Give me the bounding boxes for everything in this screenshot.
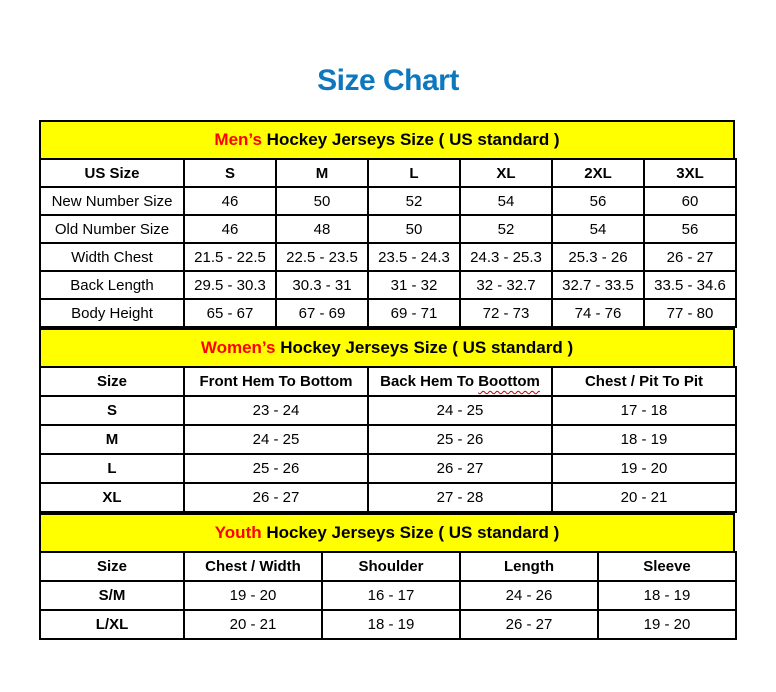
table-cell: 69 - 71 [368,299,460,327]
table-cell: 54 [552,215,644,243]
row-label: L/XL [40,610,184,639]
column-header: Size [40,367,184,396]
row-label: Old Number Size [40,215,184,243]
column-header: Chest / Width [184,552,322,581]
womens-header-row [40,367,736,396]
row-label: Body Height [40,299,184,327]
column-header: Size [40,552,184,581]
table-row [40,187,736,215]
youth-header-row [40,552,736,581]
column-header: Length [460,552,598,581]
table-cell: 67 - 69 [276,299,368,327]
row-label: XL [40,483,184,512]
table-cell: 18 - 19 [322,610,460,639]
table-cell: 18 - 19 [598,581,736,610]
table-cell: 32.7 - 33.5 [552,271,644,299]
table-cell: 24 - 26 [460,581,598,610]
table-cell: 20 - 21 [184,610,322,639]
table-cell: 25 - 26 [184,454,368,483]
table-cell: 24 - 25 [368,396,552,425]
table-row [40,425,736,454]
youth-section-title-text: Hockey Jerseys Size ( US standard ) [261,523,560,542]
column-header: Shoulder [322,552,460,581]
size-chart [39,120,735,640]
column-header: US Size [40,159,184,187]
table-row [40,483,736,512]
womens-size-table [39,366,737,513]
table-cell: 52 [460,215,552,243]
table-row [40,215,736,243]
table-cell: 26 - 27 [644,243,736,271]
mens-section-highlight: Men’s [214,130,262,149]
table-cell: 31 - 32 [368,271,460,299]
column-header-text: Back Hem To [380,373,479,390]
column-header: S [184,159,276,187]
table-cell: 29.5 - 30.3 [184,271,276,299]
row-label: S/M [40,581,184,610]
table-cell: 27 - 28 [368,483,552,512]
womens-section-highlight: Women’s [200,338,276,357]
row-label: New Number Size [40,187,184,215]
table-row [40,581,736,610]
row-label: Width Chest [40,243,184,271]
womens-section-title-text: Hockey Jerseys Size ( US standard ) [275,338,574,357]
table-cell: 56 [644,215,736,243]
column-header: 3XL [644,159,736,187]
youth-section-header [39,513,735,551]
table-row [40,396,736,425]
mens-size-table [39,158,737,328]
table-cell: 23.5 - 24.3 [368,243,460,271]
column-header: M [276,159,368,187]
table-cell: 50 [276,187,368,215]
table-cell: 65 - 67 [184,299,276,327]
table-row [40,271,736,299]
table-cell: 48 [276,215,368,243]
table-cell: 50 [368,215,460,243]
table-cell: 19 - 20 [552,454,736,483]
table-cell: 20 - 21 [552,483,736,512]
table-cell: 21.5 - 22.5 [184,243,276,271]
mens-section-header [39,120,735,158]
table-cell: 24 - 25 [184,425,368,454]
row-label: Back Length [40,271,184,299]
table-cell: 74 - 76 [552,299,644,327]
table-cell: 72 - 73 [460,299,552,327]
mens-header-row [40,159,736,187]
row-label: S [40,396,184,425]
column-header: 2XL [552,159,644,187]
column-header: Chest / Pit To Pit [552,367,736,396]
table-cell: 19 - 20 [184,581,322,610]
table-cell: 77 - 80 [644,299,736,327]
column-header: Sleeve [598,552,736,581]
table-cell: 25 - 26 [368,425,552,454]
table-cell: 52 [368,187,460,215]
table-cell: 60 [644,187,736,215]
table-row [40,610,736,639]
womens-section-header [39,328,735,366]
table-row [40,299,736,327]
table-cell: 19 - 20 [598,610,736,639]
table-cell: 46 [184,215,276,243]
table-cell: 26 - 27 [368,454,552,483]
mens-section-title-text: Hockey Jerseys Size ( US standard ) [261,130,560,149]
table-cell: 16 - 17 [322,581,460,610]
table-cell: 22.5 - 23.5 [276,243,368,271]
table-cell: 33.5 - 34.6 [644,271,736,299]
table-cell: 17 - 18 [552,396,736,425]
row-label: L [40,454,184,483]
column-header: XL [460,159,552,187]
table-cell: 32 - 32.7 [460,271,552,299]
table-cell: 26 - 27 [460,610,598,639]
page-title: Size Chart [317,64,459,97]
row-label: M [40,425,184,454]
table-cell: 25.3 - 26 [552,243,644,271]
table-cell: 46 [184,187,276,215]
table-cell: 18 - 19 [552,425,736,454]
table-cell: 54 [460,187,552,215]
misspelled-word: Boottom [478,373,540,390]
table-cell: 30.3 - 31 [276,271,368,299]
column-header [368,367,552,396]
column-header: Front Hem To Bottom [184,367,368,396]
table-row [40,454,736,483]
table-row [40,243,736,271]
youth-section-highlight: Youth [214,523,262,542]
table-cell: 24.3 - 25.3 [460,243,552,271]
table-cell: 23 - 24 [184,396,368,425]
table-cell: 26 - 27 [184,483,368,512]
table-cell: 56 [552,187,644,215]
youth-size-table [39,551,737,640]
column-header: L [368,159,460,187]
